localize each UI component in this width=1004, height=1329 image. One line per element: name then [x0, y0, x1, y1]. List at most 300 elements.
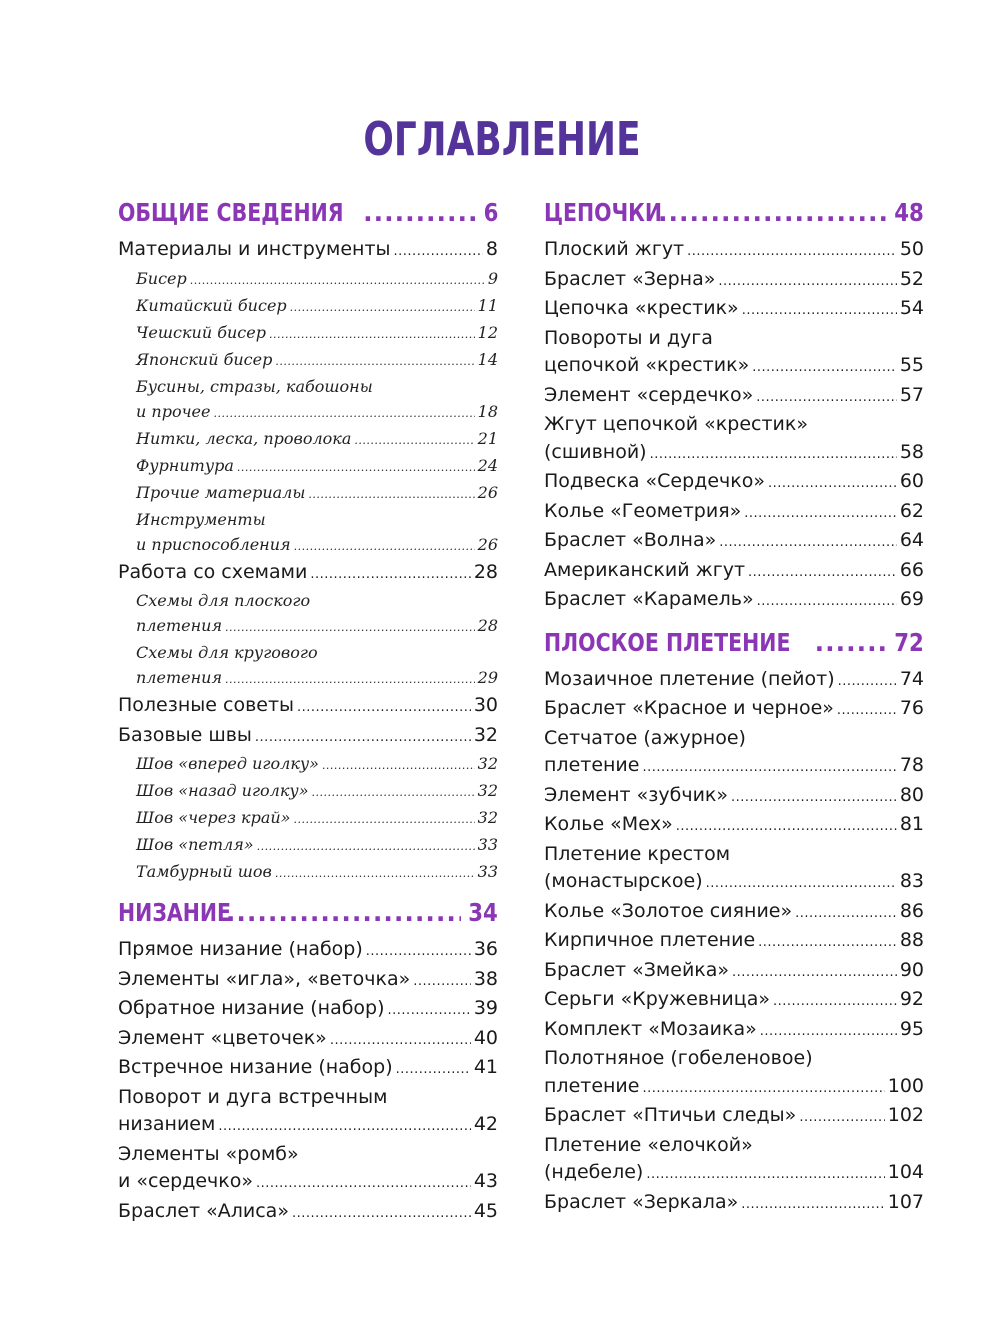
entry-page: 55	[899, 354, 924, 376]
entry-row	[544, 695, 924, 725]
entry-text: Тамбурный шов	[136, 862, 272, 881]
entry-row	[544, 352, 924, 382]
page-title: ОГЛАВЛЕНИЕ	[363, 112, 641, 166]
toc-entry[interactable]	[544, 927, 924, 957]
dot-leader	[732, 959, 897, 987]
entry-page: 18	[477, 401, 498, 421]
toc-section	[544, 198, 924, 616]
entry-page: 58	[899, 440, 924, 463]
toc-entry[interactable]	[544, 382, 924, 412]
section-heading-title: НИЗАНИЕ	[118, 898, 232, 927]
section-heading-page: 72	[894, 627, 924, 657]
entry-text-line: Сетчатое (ажурное)	[544, 726, 746, 749]
dot-leader	[744, 500, 897, 528]
dot-leader	[748, 559, 897, 587]
entry-page: 14	[477, 349, 498, 369]
entry-page: 60	[899, 470, 924, 492]
entry-page: 36	[473, 938, 498, 960]
entry-row	[544, 752, 924, 782]
entry-text: Браслет «Змейка»	[544, 958, 730, 981]
dot-leader	[190, 268, 485, 293]
entry-text: Прямое низание (набор)	[118, 938, 363, 960]
dot-leader	[275, 349, 474, 374]
entry-text-line: Поворот и дуга встречным	[118, 1085, 388, 1108]
entry-row	[118, 1054, 498, 1084]
entry-page: 32	[477, 781, 498, 800]
entry-page: 40	[473, 1026, 498, 1049]
toc-entry[interactable]	[118, 692, 498, 722]
entry-text: (сшивной)	[544, 440, 647, 463]
entry-row	[544, 586, 924, 616]
entry-page: 41	[473, 1056, 498, 1078]
entry-text: Серьги «Кружевница»	[544, 988, 770, 1010]
entry-page: 92	[899, 988, 924, 1010]
toc-subentry[interactable]	[118, 507, 498, 559]
entry-page: 26	[477, 534, 498, 554]
entry-page: 30	[473, 694, 498, 716]
dot-leader	[290, 295, 475, 320]
entry-text-line: Схемы для плоского	[136, 591, 311, 610]
entry-text: Цепочка «крестик»	[544, 297, 739, 319]
dot-leader	[741, 1191, 885, 1219]
dot-leader	[413, 968, 471, 996]
toc-entry[interactable]	[544, 957, 924, 987]
entry-page: 43	[473, 1170, 498, 1192]
entry-row	[118, 1198, 498, 1228]
toc-section	[544, 628, 924, 1219]
entry-page: 26	[477, 482, 498, 502]
entry-page: 102	[887, 1104, 924, 1126]
entry-row	[136, 399, 498, 426]
toc-entry[interactable]	[544, 586, 924, 616]
entry-row	[136, 832, 498, 859]
entry-row	[118, 722, 498, 752]
entry-text: Браслет «Красное и черное»	[544, 697, 834, 719]
toc-entry[interactable]	[544, 295, 924, 325]
dot-leader	[257, 834, 475, 859]
entry-row	[136, 859, 498, 886]
toc-entry[interactable]	[544, 695, 924, 725]
entry-text: Браслет «Алиса»	[118, 1199, 289, 1222]
dot-leader	[297, 694, 471, 722]
dot-leader	[795, 900, 897, 928]
toc-entry[interactable]	[118, 966, 498, 996]
entry-page: 81	[899, 813, 924, 835]
entry-text: Бисер	[136, 268, 187, 288]
toc-subentry[interactable]	[118, 778, 498, 805]
entry-text: Шов «вперед иголку»	[136, 754, 319, 773]
entry-text-line: Жгут цепочкой «крестик»	[544, 413, 808, 435]
toc-entry[interactable]	[544, 468, 924, 498]
entry-text: и прочее	[136, 401, 211, 421]
entry-text: Браслет «Волна»	[544, 529, 717, 551]
toc-subentry[interactable]	[118, 640, 498, 692]
toc-column-left	[118, 198, 498, 1239]
entry-row	[118, 1025, 498, 1055]
entry-text: Базовые швы	[118, 723, 252, 746]
dot-leader	[308, 482, 474, 507]
entry-text: плетение	[544, 1074, 640, 1097]
entry-text-line: Инструменты	[136, 509, 266, 529]
entry-row	[544, 236, 924, 266]
dot-leader	[275, 861, 475, 886]
dot-leader	[218, 1113, 471, 1141]
entry-row	[544, 782, 924, 812]
toc-entry[interactable]	[544, 1132, 924, 1189]
entry-row	[544, 811, 924, 841]
entry-row	[544, 295, 924, 325]
entry-page: 80	[899, 783, 924, 806]
dot-leader	[294, 534, 475, 559]
entry-text: плетения	[136, 616, 223, 635]
entry-page: 24	[477, 455, 498, 475]
dot-leader	[269, 322, 475, 347]
entry-text: Браслет «Зеркала»	[544, 1190, 739, 1213]
toc-entry[interactable]	[118, 995, 498, 1025]
dot-leader	[758, 929, 897, 957]
toc-entry[interactable]	[544, 782, 924, 812]
toc-entry[interactable]	[544, 325, 924, 382]
toc-entry[interactable]	[544, 986, 924, 1016]
entry-page: 39	[473, 997, 498, 1019]
entry-row	[136, 293, 498, 320]
entry-text: Элемент «сердечко»	[544, 383, 754, 406]
dot-leader	[225, 615, 475, 640]
toc-entry[interactable]	[544, 236, 924, 266]
entry-row	[544, 1073, 924, 1103]
entry-text: Прочие материалы	[136, 482, 306, 502]
dot-leader	[837, 697, 897, 725]
toc-subentry[interactable]	[118, 320, 498, 347]
entry-row	[544, 468, 924, 498]
entry-page: 29	[477, 668, 498, 687]
entry-row	[544, 898, 924, 928]
entry-text: Кирпичное плетение	[544, 929, 756, 951]
toc-entry[interactable]	[118, 722, 498, 752]
toc-entry[interactable]	[544, 1102, 924, 1132]
entry-page: 76	[899, 697, 924, 719]
entry-page: 86	[899, 899, 924, 922]
entry-row	[544, 439, 924, 469]
toc-subentry[interactable]	[118, 293, 498, 320]
entry-page: 54	[899, 297, 924, 319]
toc-entry[interactable]	[544, 527, 924, 557]
entry-text: Японский бисер	[136, 349, 273, 369]
section-heading[interactable]	[118, 898, 498, 934]
entry-page: 107	[887, 1190, 924, 1213]
dot-leader	[838, 668, 897, 696]
entry-text: Полезные советы	[118, 694, 295, 716]
entry-text: Обратное низание (набор)	[118, 997, 385, 1019]
entry-row	[118, 1111, 498, 1141]
dot-leader	[719, 529, 897, 557]
entry-text: Шов «петля»	[136, 835, 254, 854]
toc-entry[interactable]	[544, 498, 924, 528]
entry-row	[136, 453, 498, 480]
dot-leader	[768, 470, 897, 498]
toc-entry[interactable]	[118, 559, 498, 589]
toc-subentry[interactable]	[118, 480, 498, 507]
entry-page: 33	[477, 862, 498, 881]
entry-page: 9	[487, 268, 498, 288]
dot-leader	[255, 724, 471, 752]
toc-entry[interactable]	[118, 1141, 498, 1198]
dot-leader	[650, 441, 897, 469]
entry-text: (ндебеле)	[544, 1161, 644, 1183]
toc-entry[interactable]	[118, 1084, 498, 1141]
entry-row	[118, 236, 498, 266]
entry-text: Встречное низание (набор)	[118, 1056, 393, 1078]
entry-row	[136, 778, 498, 805]
dot-leader	[366, 938, 471, 966]
toc-entry[interactable]	[118, 936, 498, 966]
entry-text: Чешский бисер	[136, 322, 266, 342]
entry-text: Шов «назад иголку»	[136, 781, 309, 800]
entry-row	[118, 966, 498, 996]
toc-entry[interactable]	[544, 557, 924, 587]
entry-page: 11	[477, 295, 498, 315]
entry-row	[118, 995, 498, 1025]
dot-leader	[237, 455, 475, 480]
entry-page: 21	[477, 428, 498, 448]
toc-entry[interactable]	[544, 811, 924, 841]
dot-leader	[756, 384, 897, 412]
dot-leader	[310, 561, 470, 589]
section-heading[interactable]	[544, 628, 924, 664]
section-heading-title: ПЛОСКОЕ ПЛЕТЕНИЕ	[544, 627, 791, 657]
entry-row	[544, 1016, 924, 1046]
entry-row	[136, 480, 498, 507]
entry-row	[136, 532, 498, 559]
dot-leader	[292, 1200, 471, 1228]
entry-page: 66	[899, 558, 924, 581]
dot-leader	[642, 1075, 884, 1103]
dot-leader	[687, 238, 897, 266]
entry-row	[136, 266, 498, 293]
entry-row	[544, 927, 924, 957]
dot-leader	[213, 401, 474, 426]
entry-text-line: Элементы «ромб»	[118, 1142, 299, 1165]
dot-leader	[757, 588, 897, 616]
entry-page: 50	[899, 238, 924, 260]
toc-subentry[interactable]	[118, 426, 498, 453]
toc-entry[interactable]	[544, 666, 924, 696]
entry-row	[136, 347, 498, 374]
entry-page: 32	[473, 723, 498, 746]
entry-page: 90	[899, 958, 924, 981]
dot-leader	[752, 354, 897, 382]
entry-text: Браслет «Зерна»	[544, 267, 716, 290]
entry-row	[118, 559, 498, 589]
toc-entry[interactable]	[544, 1045, 924, 1102]
dot-leader	[293, 807, 474, 832]
toc-subentry[interactable]	[118, 751, 498, 778]
dot-leader	[354, 428, 474, 453]
section-heading-page: 6	[483, 198, 498, 227]
entry-text: Браслет «Птичьи следы»	[544, 1104, 797, 1126]
entry-text: Шов «через край»	[136, 808, 291, 827]
dot-leader	[226, 898, 461, 927]
toc-entry[interactable]	[118, 1054, 498, 1084]
toc-subentry[interactable]	[118, 374, 498, 426]
dot-leader	[311, 780, 474, 805]
entry-row	[544, 382, 924, 412]
entry-page: 38	[473, 967, 498, 990]
entry-text: и «сердечко»	[118, 1170, 253, 1192]
entry-row	[544, 527, 924, 557]
dot-leader	[256, 1170, 471, 1198]
entry-page: 100	[887, 1074, 924, 1097]
toc-section	[118, 898, 498, 1227]
dot-leader	[718, 268, 896, 296]
toc-entry[interactable]	[544, 1016, 924, 1046]
entry-row	[118, 692, 498, 722]
entry-row	[544, 1102, 924, 1132]
entry-page: 42	[473, 1113, 498, 1135]
entry-text: Работа со схемами	[118, 560, 308, 583]
entry-page: 32	[477, 754, 498, 773]
entry-page: 64	[899, 529, 924, 551]
entry-text: Плоский жгут	[544, 238, 685, 260]
entry-page: 28	[473, 560, 498, 583]
toc-subentry[interactable]	[118, 588, 498, 640]
entry-page: 95	[899, 1017, 924, 1040]
entry-row	[544, 557, 924, 587]
dot-leader	[225, 667, 475, 692]
entry-text: Элемент «зубчик»	[544, 783, 729, 806]
entry-page: 33	[477, 835, 498, 854]
dot-leader	[773, 988, 897, 1016]
section-heading[interactable]	[544, 198, 924, 234]
entry-page: 32	[477, 808, 498, 827]
entry-row	[544, 986, 924, 1016]
dot-leader	[396, 1056, 471, 1084]
toc-entry[interactable]	[118, 236, 498, 266]
entry-row	[136, 665, 498, 692]
entry-row	[136, 751, 498, 778]
entry-text-line: Схемы для кругового	[136, 643, 318, 662]
entry-text: Колье «Геометрия»	[544, 499, 742, 522]
entry-page: 45	[473, 1199, 498, 1222]
dot-leader	[706, 870, 897, 898]
entry-text: и приспособления	[136, 534, 291, 554]
dot-leader	[388, 997, 471, 1025]
toc-entry[interactable]	[118, 1025, 498, 1055]
entry-text: Колье «Золотое сияние»	[544, 899, 793, 922]
dot-leader	[646, 1161, 884, 1189]
entry-text-line: Плетение крестом	[544, 842, 731, 865]
toc-entry[interactable]	[544, 411, 924, 468]
toc-subentry[interactable]	[118, 347, 498, 374]
entry-row	[136, 613, 498, 640]
entry-text: плетения	[136, 668, 223, 687]
toc-subentry[interactable]	[118, 832, 498, 859]
toc-entry[interactable]	[544, 266, 924, 296]
section-heading[interactable]	[118, 198, 498, 234]
section-heading-title: ЦЕПОЧКИ	[544, 198, 663, 227]
section-heading-page: 48	[894, 198, 924, 227]
entry-row	[118, 1168, 498, 1198]
toc-column-right	[544, 198, 924, 1230]
toc-entry[interactable]	[544, 898, 924, 928]
entry-row	[136, 426, 498, 453]
entry-row	[544, 1189, 924, 1219]
entry-page: 74	[899, 667, 924, 690]
entry-text: цепочкой «крестик»	[544, 354, 750, 376]
dot-leader	[742, 297, 897, 325]
entry-text: Нитки, леска, проволока	[136, 428, 352, 448]
entry-page: 12	[477, 322, 498, 342]
entry-text: Подвеска «Сердечко»	[544, 470, 765, 492]
dot-leader	[658, 198, 887, 227]
toc-subentry[interactable]	[118, 859, 498, 886]
dot-leader	[799, 1104, 884, 1132]
toc-entry[interactable]	[544, 841, 924, 898]
entry-text: (монастырское)	[544, 870, 703, 892]
dot-leader	[330, 1027, 471, 1055]
entry-row	[136, 320, 498, 347]
entry-text: Элементы «игла», «веточка»	[118, 967, 411, 990]
entry-row	[544, 266, 924, 296]
entry-page: 69	[899, 588, 924, 610]
entry-page: 88	[899, 929, 924, 951]
dot-leader	[642, 754, 896, 782]
entry-text: Колье «Мех»	[544, 813, 673, 835]
entry-page: 62	[899, 499, 924, 522]
entry-text: Браслет «Карамель»	[544, 588, 754, 610]
entry-page: 8	[485, 238, 498, 260]
entry-row	[544, 1159, 924, 1189]
toc-entry[interactable]	[544, 1189, 924, 1219]
section-heading-title: ОБЩИЕ СВЕДЕНИЯ	[118, 198, 344, 227]
entry-page: 78	[899, 754, 924, 776]
entry-text-line: Плетение «елочкой»	[544, 1133, 753, 1156]
dot-leader	[322, 753, 475, 778]
dot-leader	[731, 784, 897, 812]
entry-page: 52	[899, 267, 924, 290]
entry-text: Материалы и инструменты	[118, 238, 391, 260]
dot-leader	[363, 198, 479, 227]
entry-text: Фурнитура	[136, 455, 234, 475]
entry-row	[544, 957, 924, 987]
entry-page: 57	[899, 383, 924, 406]
entry-text: Американский жгут	[544, 558, 746, 581]
toc-section	[118, 198, 498, 886]
entry-row	[544, 868, 924, 898]
entry-page: 104	[887, 1161, 924, 1183]
toc-subentry[interactable]	[118, 453, 498, 480]
toc-subentry[interactable]	[118, 805, 498, 832]
toc-entry[interactable]	[118, 1198, 498, 1228]
entry-text: Комплект «Мозаика»	[544, 1017, 757, 1040]
entry-text: Элемент «цветочек»	[118, 1026, 327, 1049]
entry-text: Мозаичное плетение (пейот)	[544, 667, 835, 690]
toc-subentry[interactable]	[118, 266, 498, 293]
dot-leader	[676, 813, 897, 841]
entry-text-line: Бусины, стразы, кабошоны	[136, 376, 373, 396]
dot-leader	[394, 238, 483, 266]
entry-page: 83	[899, 870, 924, 892]
entry-text: Китайский бисер	[136, 295, 287, 315]
section-heading-page: 34	[468, 898, 498, 927]
entry-row	[544, 498, 924, 528]
entry-row	[544, 666, 924, 696]
entry-text: низанием	[118, 1113, 216, 1135]
entry-text-line: Полотняное (гобеленовое)	[544, 1047, 813, 1069]
toc-entry[interactable]	[544, 725, 924, 782]
entry-row	[136, 805, 498, 832]
dot-leader	[815, 628, 888, 657]
